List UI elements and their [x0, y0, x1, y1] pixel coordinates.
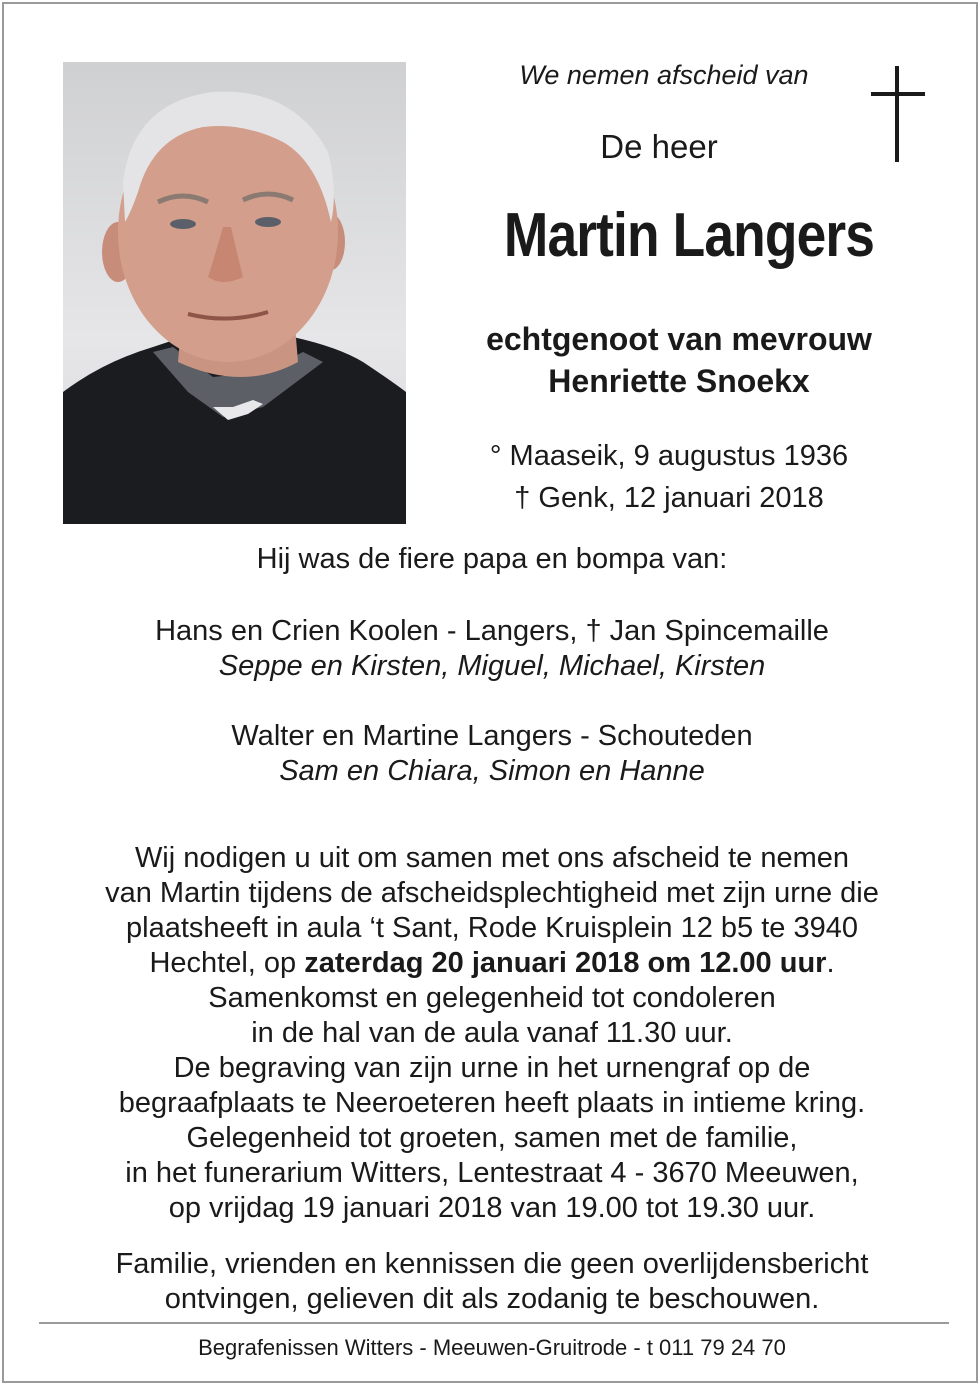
- invitation-line: Samenkomst en gelegenheid tot condoleren: [208, 982, 776, 1014]
- dates-block: [444, 435, 894, 519]
- funeral-home-footer: Begrafenissen Witters - Meeuwen-Gruitrode - t 011 79 24 70: [198, 1335, 786, 1360]
- footer-divider: [39, 1322, 949, 1324]
- portrait-photo: [63, 62, 406, 524]
- family-group-2: [4, 719, 980, 789]
- family-grandchildren: Sam en Chiara, Simon en Hanne: [279, 755, 705, 787]
- spouse-block: [444, 318, 914, 402]
- invitation-line: Wij nodigen u uit om samen met ons afscheid te nemen: [134, 842, 850, 874]
- obituary-card: [2, 2, 978, 1383]
- invitation-line: Gelegenheid tot groeten, samen met de familie,: [186, 1122, 798, 1154]
- family-intro: Hij was de fiere papa en bompa van:: [256, 543, 728, 575]
- invitation-period: .: [826, 947, 835, 979]
- family-group-1: [4, 614, 980, 684]
- honorific-title: De heer: [600, 128, 718, 165]
- invitation-line: [4, 946, 980, 981]
- intro-text: We nemen afscheid van: [519, 60, 809, 90]
- birth-date: ° Maaseik, 9 augustus 1936: [489, 440, 849, 472]
- notice-line: Familie, vrienden en kennissen die geen overlijdensbericht: [115, 1248, 869, 1280]
- cross-icon: [868, 66, 928, 164]
- family-parents: Hans en Crien Koolen - Langers, † Jan Spincemaille: [155, 615, 829, 647]
- notice-block: [4, 1247, 980, 1317]
- ceremony-datetime: zaterdag 20 januari 2018 om 12.00 uur: [304, 947, 827, 979]
- invitation-line: op vrijdag 19 januari 2018 van 19.00 tot 19.30 uur.: [168, 1192, 816, 1224]
- invitation-line: De begraving van zijn urne in het urnengraf op de: [173, 1052, 811, 1084]
- invitation-block: [4, 841, 980, 1226]
- invitation-line: in de hal van de aula vanaf 11.30 uur.: [251, 1017, 733, 1049]
- spouse-line-1: echtgenoot van mevrouw: [486, 321, 872, 357]
- invitation-place-text: Hechtel, op: [149, 947, 305, 979]
- death-date: † Genk, 12 januari 2018: [514, 482, 824, 514]
- notice-line: ontvingen, gelieven dit als zodanig te beschouwen.: [164, 1283, 820, 1315]
- invitation-line: in het funerarium Witters, Lentestraat 4 - 3670 Meeuwen,: [125, 1157, 859, 1189]
- family-parents: Walter en Martine Langers - Schouteden: [231, 720, 753, 752]
- deceased-name: Martin Langers: [503, 201, 875, 270]
- invitation-line: van Martin tijdens de afscheidsplechtigheid met zijn urne die: [105, 877, 879, 909]
- invitation-line: plaatsheeft in aula ‘t Sant, Rode Kruisplein 12 b5 te 3940: [126, 912, 858, 944]
- invitation-line: begraafplaats te Neeroeteren heeft plaats in intieme kring.: [118, 1087, 866, 1119]
- family-grandchildren: Seppe en Kirsten, Miguel, Michael, Kirsten: [218, 650, 766, 682]
- spouse-line-2: Henriette Snoekx: [548, 363, 810, 399]
